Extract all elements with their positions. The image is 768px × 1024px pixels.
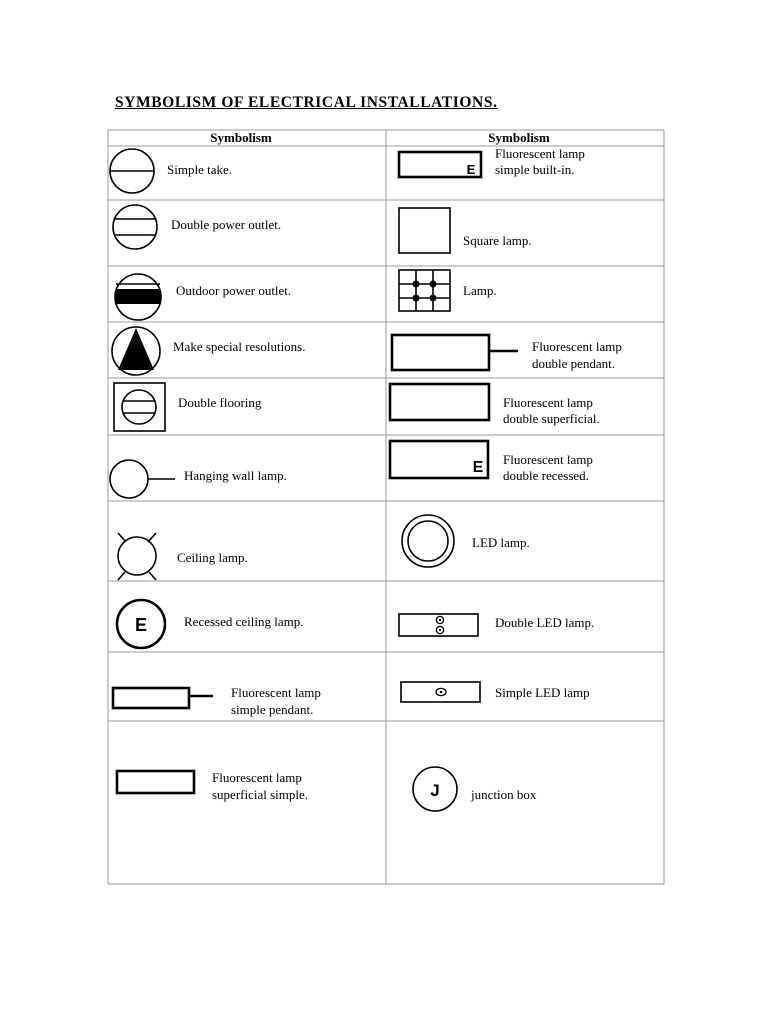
label-fluorescent-double-pendant-line1: Fluorescent lamp — [532, 339, 622, 354]
fluorescent-superficial-simple-icon — [117, 771, 194, 793]
label-double-power-outlet: Double power outlet. — [171, 217, 282, 232]
label-fluorescent-superficial-simple-line1: Fluorescent lamp — [212, 770, 302, 785]
label-fluorescent-simple-built-in-line2: simple built-in. — [495, 162, 575, 177]
fluorescent-double-superficial-icon — [390, 384, 489, 420]
label-hanging-wall-lamp: Hanging wall lamp. — [184, 468, 287, 483]
simple-led-lamp-icon — [401, 682, 480, 702]
simple-take-icon — [110, 149, 154, 193]
label-outdoor-power-outlet: Outdoor power outlet. — [176, 283, 292, 298]
built-in-glyph: E — [466, 162, 476, 177]
label-double-led-lamp: Double LED lamp. — [495, 615, 595, 630]
special-outlet-icon — [112, 327, 160, 375]
ceiling-lamp-icon — [118, 533, 156, 580]
hanging-wall-lamp-icon — [110, 460, 175, 498]
double-flooring-icon — [114, 383, 165, 431]
label-fluorescent-superficial-simple-line2: superficial simple. — [212, 787, 309, 802]
fluorescent-double-pendant-icon — [392, 335, 518, 370]
double-power-outlet-icon — [113, 205, 157, 249]
document-title: SYMBOLISM OF ELECTRICAL INSTALLATIONS. — [115, 94, 498, 111]
outdoor-power-outlet-icon — [113, 274, 163, 320]
label-simple-led-lamp: Simple LED lamp — [495, 685, 590, 700]
label-lamp: Lamp. — [463, 283, 497, 298]
label-special-resolutions: Make special resolutions. — [173, 339, 306, 354]
label-fluorescent-double-superficial-line2: double superficial. — [503, 411, 600, 426]
label-fluorescent-double-recessed-line1: Fluorescent lamp — [503, 452, 593, 467]
label-fluorescent-double-recessed-line2: double recessed. — [503, 468, 589, 483]
label-fluorescent-simple-built-in-line1: Fluorescent lamp — [495, 146, 585, 161]
recessed-ceiling-lamp-icon — [117, 600, 165, 648]
junction-glyph: J — [430, 781, 440, 800]
fluorescent-simple-built-in-icon — [399, 152, 481, 177]
label-recessed-ceiling-lamp: Recessed ceiling lamp. — [184, 614, 304, 629]
header-right: Symbolism — [488, 130, 550, 145]
label-double-flooring: Double flooring — [178, 395, 262, 410]
fluorescent-double-recessed-icon — [390, 441, 488, 478]
double-led-lamp-icon — [399, 614, 478, 636]
square-lamp-icon — [399, 208, 450, 253]
label-fluorescent-simple-pendant-line2: simple pendant. — [231, 702, 314, 717]
junction-box-icon — [413, 767, 457, 811]
label-simple-take: Simple take. — [167, 162, 232, 177]
grid-lamp-icon — [399, 270, 450, 311]
label-ceiling-lamp: Ceiling lamp. — [177, 550, 248, 565]
header-left: Symbolism — [210, 130, 272, 145]
recessed-glyph: E — [134, 615, 148, 635]
led-lamp-icon — [402, 515, 454, 567]
label-junction-box: junction box — [471, 787, 537, 802]
label-fluorescent-double-superficial-line1: Fluorescent lamp — [503, 395, 593, 410]
label-fluorescent-double-pendant-line2: double pendant. — [532, 356, 616, 371]
fluorescent-simple-pendant-icon — [113, 688, 213, 708]
label-fluorescent-simple-pendant-line1: Fluorescent lamp — [231, 685, 321, 700]
label-led-lamp: LED lamp. — [472, 535, 530, 550]
double-recessed-glyph: E — [472, 459, 484, 476]
label-square-lamp: Square lamp. — [463, 233, 532, 248]
